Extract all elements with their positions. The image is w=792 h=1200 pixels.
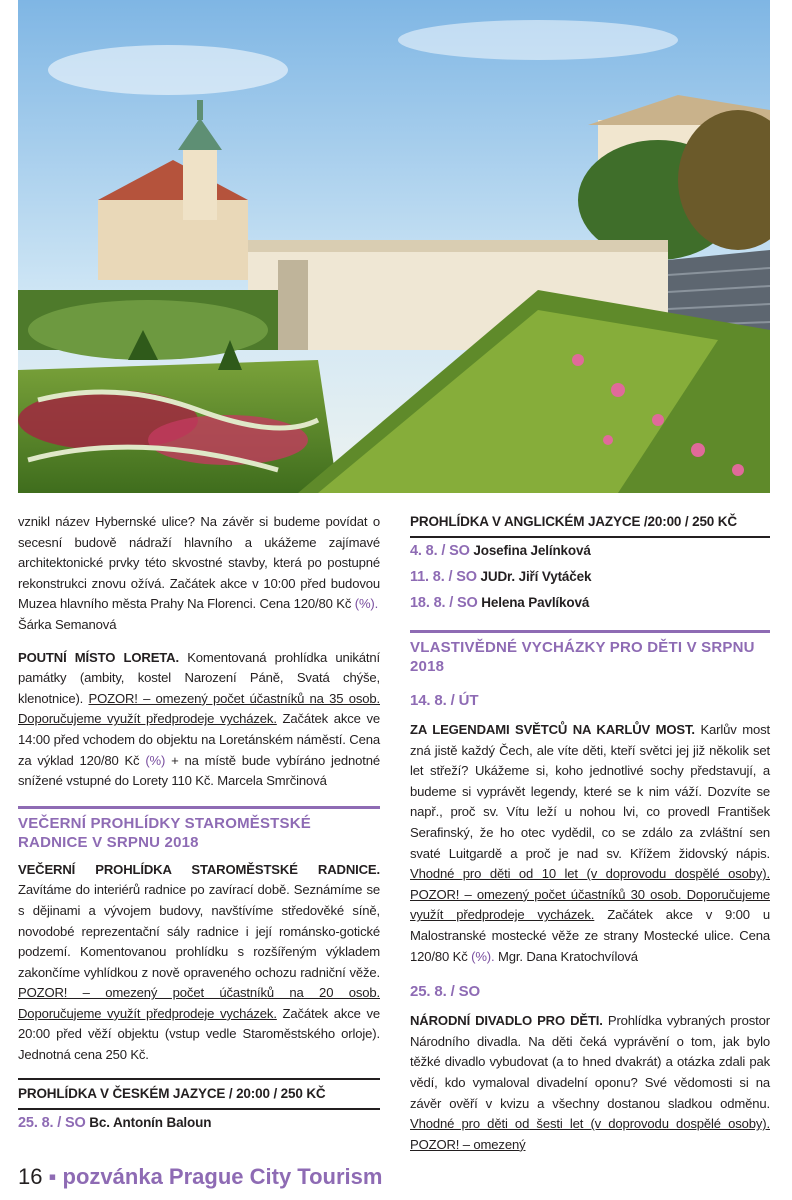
page-number: 16: [18, 1164, 43, 1189]
divadlo-paragraph: NÁRODNÍ DIVADLO PRO DĚTI. Prohlídka vybraných prostor Národního divadla. Na děti čeká vyprávění o tom, jak bylo těžké divadlo vybudovat (a to hned dvakrát) a otázka zdali pak vědí, kdo vymaloval divadelní oponu? Své vědomosti si na závěr ověří v kvizu a všechny dostanou sladkou odměnu. Vhodné pro děti od šesti let (v doprovodu dospělé osoby). POZOR! – omezený: [410, 1013, 770, 1152]
tour-date: 11. 8. / SO: [410, 569, 477, 585]
tour-guide: Josefina Jelínková: [473, 543, 591, 558]
tour-row: [410, 564, 770, 590]
tour-guide: Bc. Antonín Baloun: [89, 1114, 212, 1130]
garden-illustration: [18, 0, 770, 493]
page-footer: [18, 1163, 382, 1191]
karluv-paragraph: ZA LEGENDAMI SVĚTCŮ NA KARLŮV MOST. Karlův most zná jistě každý Čech, ale víte děti, kteří světci jej již několik set let střeží? Ukážeme si, koho jednotlivé sochy představují, a budeme si vyprávět legendy, které se k nim váží. Dozvíte se např., proč sv. Vítu leží u nohou lvi, co provedl František Serafinský, že ho otec vydědil, co se zdálo za zvláštní sen svaté Luitgardě a proč je nad sv. Křížem židovský nápis. Vhodné pro děti od 10 let (v doprovodu dospělé osoby). POZOR! – omezený počet účastníků 30 osob. Doporučujeme využít předprodeje vycházek. Začátek akce v 9:00 u Malostranské mostecké věže ze strany Mostecké ulice. Cena 120/80 Kč (%). Mgr. Dana Kratochvílová: [410, 722, 770, 964]
english-tour-heading: PROHLÍDKA V ANGLICKÉM JAZYCE /20:00 / 250 KČ: [410, 512, 770, 538]
radnice-title: VEČERNÍ PROHLÍDKA STAROMĚSTSKÉ RADNICE.: [18, 861, 380, 877]
karluv-title: ZA LEGENDAMI SVĚTCŮ NA KARLŮV MOST.: [410, 722, 695, 737]
left-column: [18, 512, 380, 1136]
radnice-paragraph: VEČERNÍ PROHLÍDKA STAROMĚSTSKÉ RADNICE. Zavítáme do interiérů radnice po zavírací době. Seznámíme se s dějinami a vývojem budovy, navštívíme středověké síně, novodobé reprezentační sály radnice i její románsko-gotické podzemí. Komentovanou prohlídku s rozšířeným výkladem zakončíme vyhlídkou z nově opraveného ochozu radniční věže. POZOR! – omezený počet účastníků na 20 osob. Doporučujeme využít předprodeje vycházek. Začátek akce ve 20:00 před věží objektu (vstup vedle Staroměstského orloje). Jednotná cena 250 Kč.: [18, 861, 380, 1063]
discount-mark: (%).: [471, 948, 495, 964]
capacity-warning: POZOR! – omezený počet účastníků na 20 osob. Doporučujeme využít předprodeje vycházek.: [18, 985, 380, 1021]
tour-row: [18, 1110, 380, 1136]
section-heading-deti: VLASTIVĚDNÉ VYCHÁZKY PRO DĚTI V SRPNU 2018: [410, 630, 770, 676]
capacity-warning: Vhodné pro děti od šesti let (v doprovodu dospělé osoby). POZOR! – omezený: [410, 1116, 770, 1152]
tour-date: 18. 8. / SO: [410, 595, 478, 611]
capacity-warning: POZOR! – omezený počet účastníků na 35 osob. Doporučujeme využít předprodeje vycházek.: [18, 690, 380, 727]
garden-photo: [18, 0, 770, 493]
discount-mark: (%).: [354, 596, 379, 612]
publication-title: pozvánka Prague City Tourism: [62, 1164, 383, 1189]
author-name: Šárka Semanová: [18, 616, 117, 632]
tour-date: 25. 8. / SO: [18, 1114, 86, 1131]
tour-guide: JUDr. Jiří Vytáček: [480, 569, 592, 584]
day-heading: 25. 8. / SO: [410, 983, 481, 1001]
tour-row: [410, 590, 770, 616]
tour-date: 4. 8. / SO: [410, 543, 470, 559]
right-column: [410, 512, 770, 1155]
tour-guide: Helena Pavlíková: [481, 595, 590, 610]
tour-row: [410, 538, 770, 564]
divadlo-title: NÁRODNÍ DIVADLO PRO DĚTI.: [410, 1013, 603, 1029]
czech-tour-heading: PROHLÍDKA V ČESKÉM JAZYCE / 20:00 / 250 KČ: [18, 1078, 380, 1110]
loreta-title: POUTNÍ MÍSTO LORETA.: [18, 649, 179, 665]
intro-paragraph: vznikl název Hybernské ulice? Na závěr si budeme povídat o secesní budově nádraží hlavního a ukážeme zajímavé architektonické prvky této skvostné stavby, která po postupné rekonstrukci znovu ožívá. Začátek akce v 10:00 před budovou Muzea hlavního města Prahy Na Florenci. Cena 120/80 Kč (%). Šárka Semanová: [18, 514, 380, 632]
bullet-icon: ▪: [48, 1164, 57, 1189]
discount-mark: (%): [145, 752, 166, 768]
loreta-paragraph: POUTNÍ MÍSTO LORETA. Komentovaná prohlídka unikátní památky (ambity, kostel Narození Páně, Svatá chýše, klenotnice). POZOR! – omezený počet účastníků na 35 osob. Doporučujeme využít předprodeje vycházek. Začátek akce ve 14:00 před vchodem do objektu na Loretánském náměstí. Cena za výklad 120/80 Kč (%) + na místě bude vybíráno jednotné snížené vstupné do Lorety 110 Kč. Marcela Smrčinová: [18, 649, 380, 789]
day-heading: 14. 8. / ÚT: [410, 692, 479, 709]
capacity-warning: Vhodné pro děti od 10 let (v doprovodu dospělé osoby). POZOR! – omezený počet účastníků 30 osob. Doporučujeme využít předprodeje vycházek.: [410, 866, 770, 923]
section-heading-radnice: VEČERNÍ PROHLÍDKY STAROMĚSTSKÉ RADNICE V SRPNU 2018: [18, 806, 380, 852]
